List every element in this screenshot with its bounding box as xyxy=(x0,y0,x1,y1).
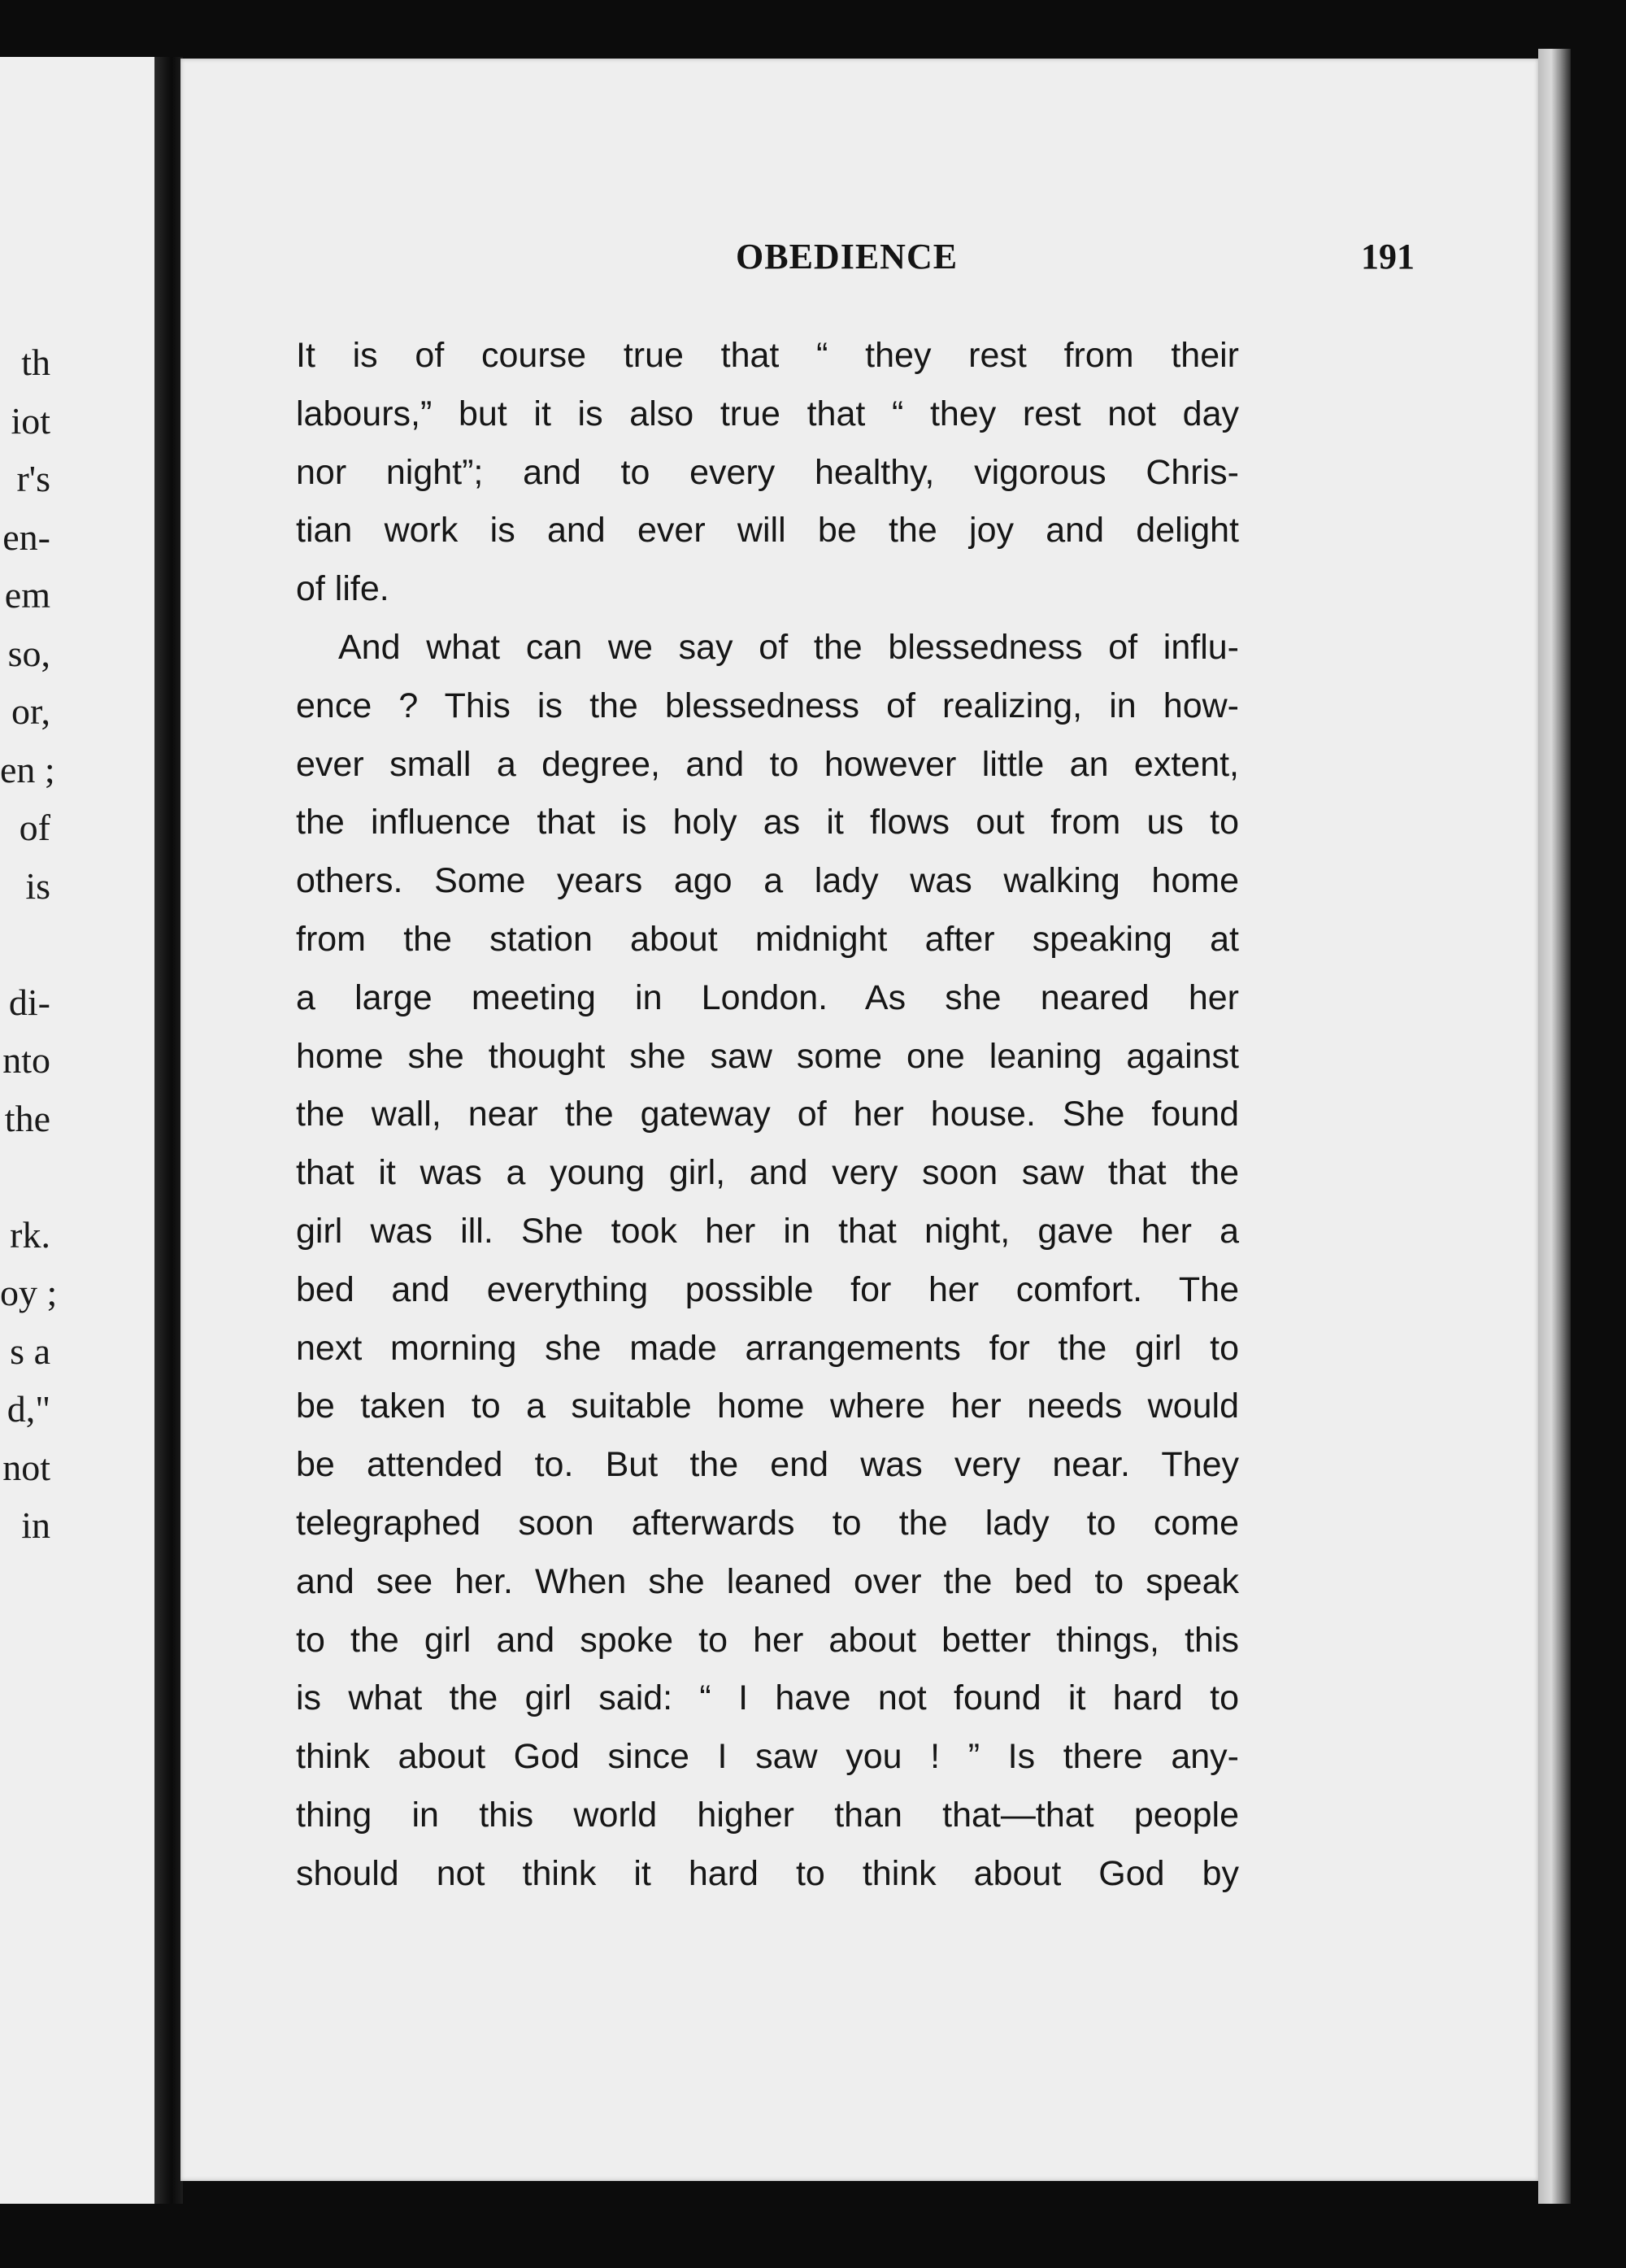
text-line: girl was ill. She took her in that night, gave her a xyxy=(296,1211,1239,1251)
text-line: the influence that is holy as it flows out from us to xyxy=(296,803,1239,842)
page-number: 191 xyxy=(1361,237,1415,276)
facing-page-line: of xyxy=(19,807,50,848)
facing-page-line: en ; xyxy=(0,748,55,790)
text-line: is what the girl said: “ I have not found it hard to xyxy=(296,1678,1239,1718)
text-line: a large meeting in London. As she neared her xyxy=(296,977,1239,1017)
text-line: of life. xyxy=(296,569,389,609)
text-line: And what can we say of the blessedness of influ- xyxy=(338,627,1239,667)
text-line: ever small a degree, and to however little an extent, xyxy=(296,744,1239,784)
text-line: be attended to. But the end was very near. They xyxy=(296,1445,1239,1485)
book-page xyxy=(180,59,1538,2181)
facing-page-line: the xyxy=(4,1097,50,1139)
facing-page-line: s a xyxy=(10,1330,50,1372)
text-line: home she thought she saw some one leaning against xyxy=(296,1036,1239,1076)
text-line: next morning she made arrangements for the girl to xyxy=(296,1328,1239,1368)
facing-page-line: nto xyxy=(2,1039,50,1081)
running-header xyxy=(301,236,1415,293)
facing-page-line: so, xyxy=(7,632,50,674)
facing-page-line: oy ; xyxy=(0,1272,58,1313)
facing-page-line: th xyxy=(21,342,50,383)
facing-page-line: d," xyxy=(7,1388,50,1430)
facing-page-line: r's xyxy=(16,458,50,499)
text-line: to the girl and spoke to her about better things, this xyxy=(296,1620,1239,1660)
text-line: others. Some years ago a lady was walking home xyxy=(296,861,1239,901)
text-line: nor night”; and to every healthy, vigorous Chris- xyxy=(296,452,1239,492)
text-line: that it was a young girl, and very soon saw that the xyxy=(296,1153,1239,1193)
text-line: and see her. When she leaned over the bed to speak xyxy=(296,1561,1239,1601)
facing-page-line xyxy=(0,1147,50,1206)
facing-page-line: in xyxy=(21,1504,50,1546)
text-line: labours,” but it is also true that “ they rest not day xyxy=(296,394,1239,433)
facing-page-line: en- xyxy=(2,516,50,558)
facing-page-fragment xyxy=(0,57,154,2204)
text-line: should not think it hard to think about God by xyxy=(296,1853,1239,1893)
text-line: be taken to a suitable home where her needs would xyxy=(296,1386,1239,1426)
text-line: from the station about midnight after speaking at xyxy=(296,919,1239,959)
body-text xyxy=(296,327,1239,1904)
page-edge xyxy=(1538,49,1571,2204)
text-line: It is of course true that “ they rest from their xyxy=(296,336,1239,375)
facing-page-line xyxy=(0,915,50,973)
facing-page-line: rk. xyxy=(10,1213,50,1256)
facing-page-line: di- xyxy=(8,981,50,1023)
facing-page-line: not xyxy=(2,1446,50,1488)
text-line: the wall, near the gateway of her house. She found xyxy=(296,1095,1239,1134)
text-line: telegraphed soon afterwards to the lady to come xyxy=(296,1503,1239,1543)
facing-page-line: iot xyxy=(11,399,50,442)
text-line: tian work is and ever will be the joy and delight xyxy=(296,511,1239,551)
text-line: think about God since I saw you ! ” Is there any- xyxy=(296,1737,1239,1777)
facing-page-line: or, xyxy=(11,690,50,732)
text-line: ence ? This is the blessedness of realizing, in how- xyxy=(296,686,1239,725)
facing-page-line: is xyxy=(25,864,50,907)
book-gutter xyxy=(154,57,183,2204)
text-line: bed and everything possible for her comfort. The xyxy=(296,1269,1239,1309)
facing-page-text xyxy=(0,333,154,1555)
text-line: thing in this world higher than that—that people xyxy=(296,1795,1239,1835)
facing-page-line: em xyxy=(4,574,50,616)
chapter-title: OBEDIENCE xyxy=(736,237,959,276)
